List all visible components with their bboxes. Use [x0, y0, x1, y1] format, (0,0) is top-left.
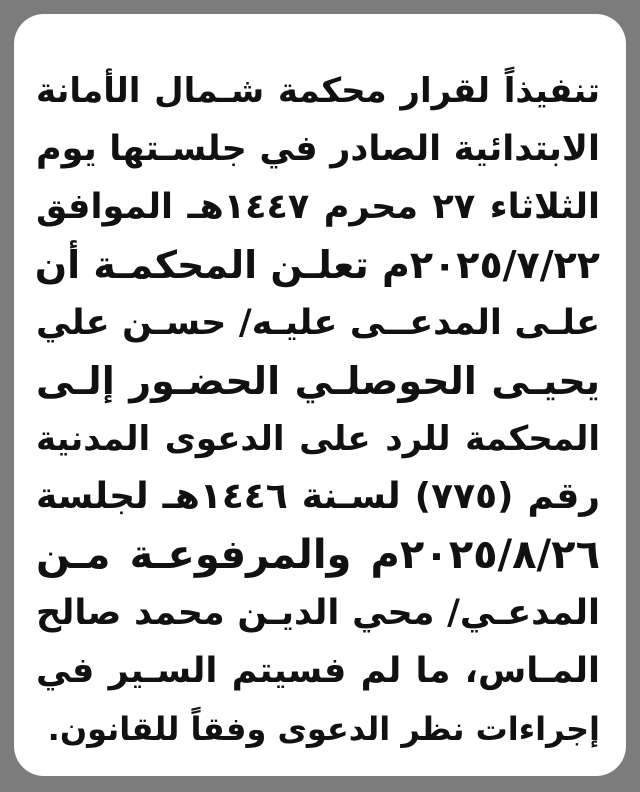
notice-line-10: المدعـي/ محي الديـن محمد صالح	[36, 593, 600, 633]
notice-line-9: ٢٠٢٥/٨/٢٦م والمرفوعـة مـن	[36, 532, 600, 578]
court-notice-text	[36, 62, 600, 758]
notice-line-7: المحكمة للرد على الدعوى المدنية	[36, 419, 600, 459]
notice-line-8: رقم (٧٧٥) لسـنة ١٤٤٦هـ لجلسة	[36, 476, 600, 517]
notice-line-12: إجراءات نظر الدعوى وفقاً للقانون.	[47, 710, 600, 748]
notice-panel	[14, 14, 626, 776]
notice-line-4: ٢٠٢٥/٧/٢٢م تعلـن المحكمـة أن	[34, 243, 600, 287]
notice-line-1: تنفيذاً لقرار محكمة شـمال الأمانة	[36, 71, 600, 111]
notice-line-2: الابتدائية الصادر في جلسـتها يوم	[36, 129, 600, 169]
notice-line-11: المـاس، ما لم فسيتم السـير في	[36, 651, 600, 691]
notice-line-3: الثلاثاء ٢٧ محرم ١٤٤٧هـ الموافق	[36, 187, 600, 227]
notice-line-6: يحيـى الحوصلـي الحضـور إلـى	[36, 359, 600, 403]
notice-line-5: علـى المدعــى عليـه/ حسـن علي	[36, 303, 600, 343]
